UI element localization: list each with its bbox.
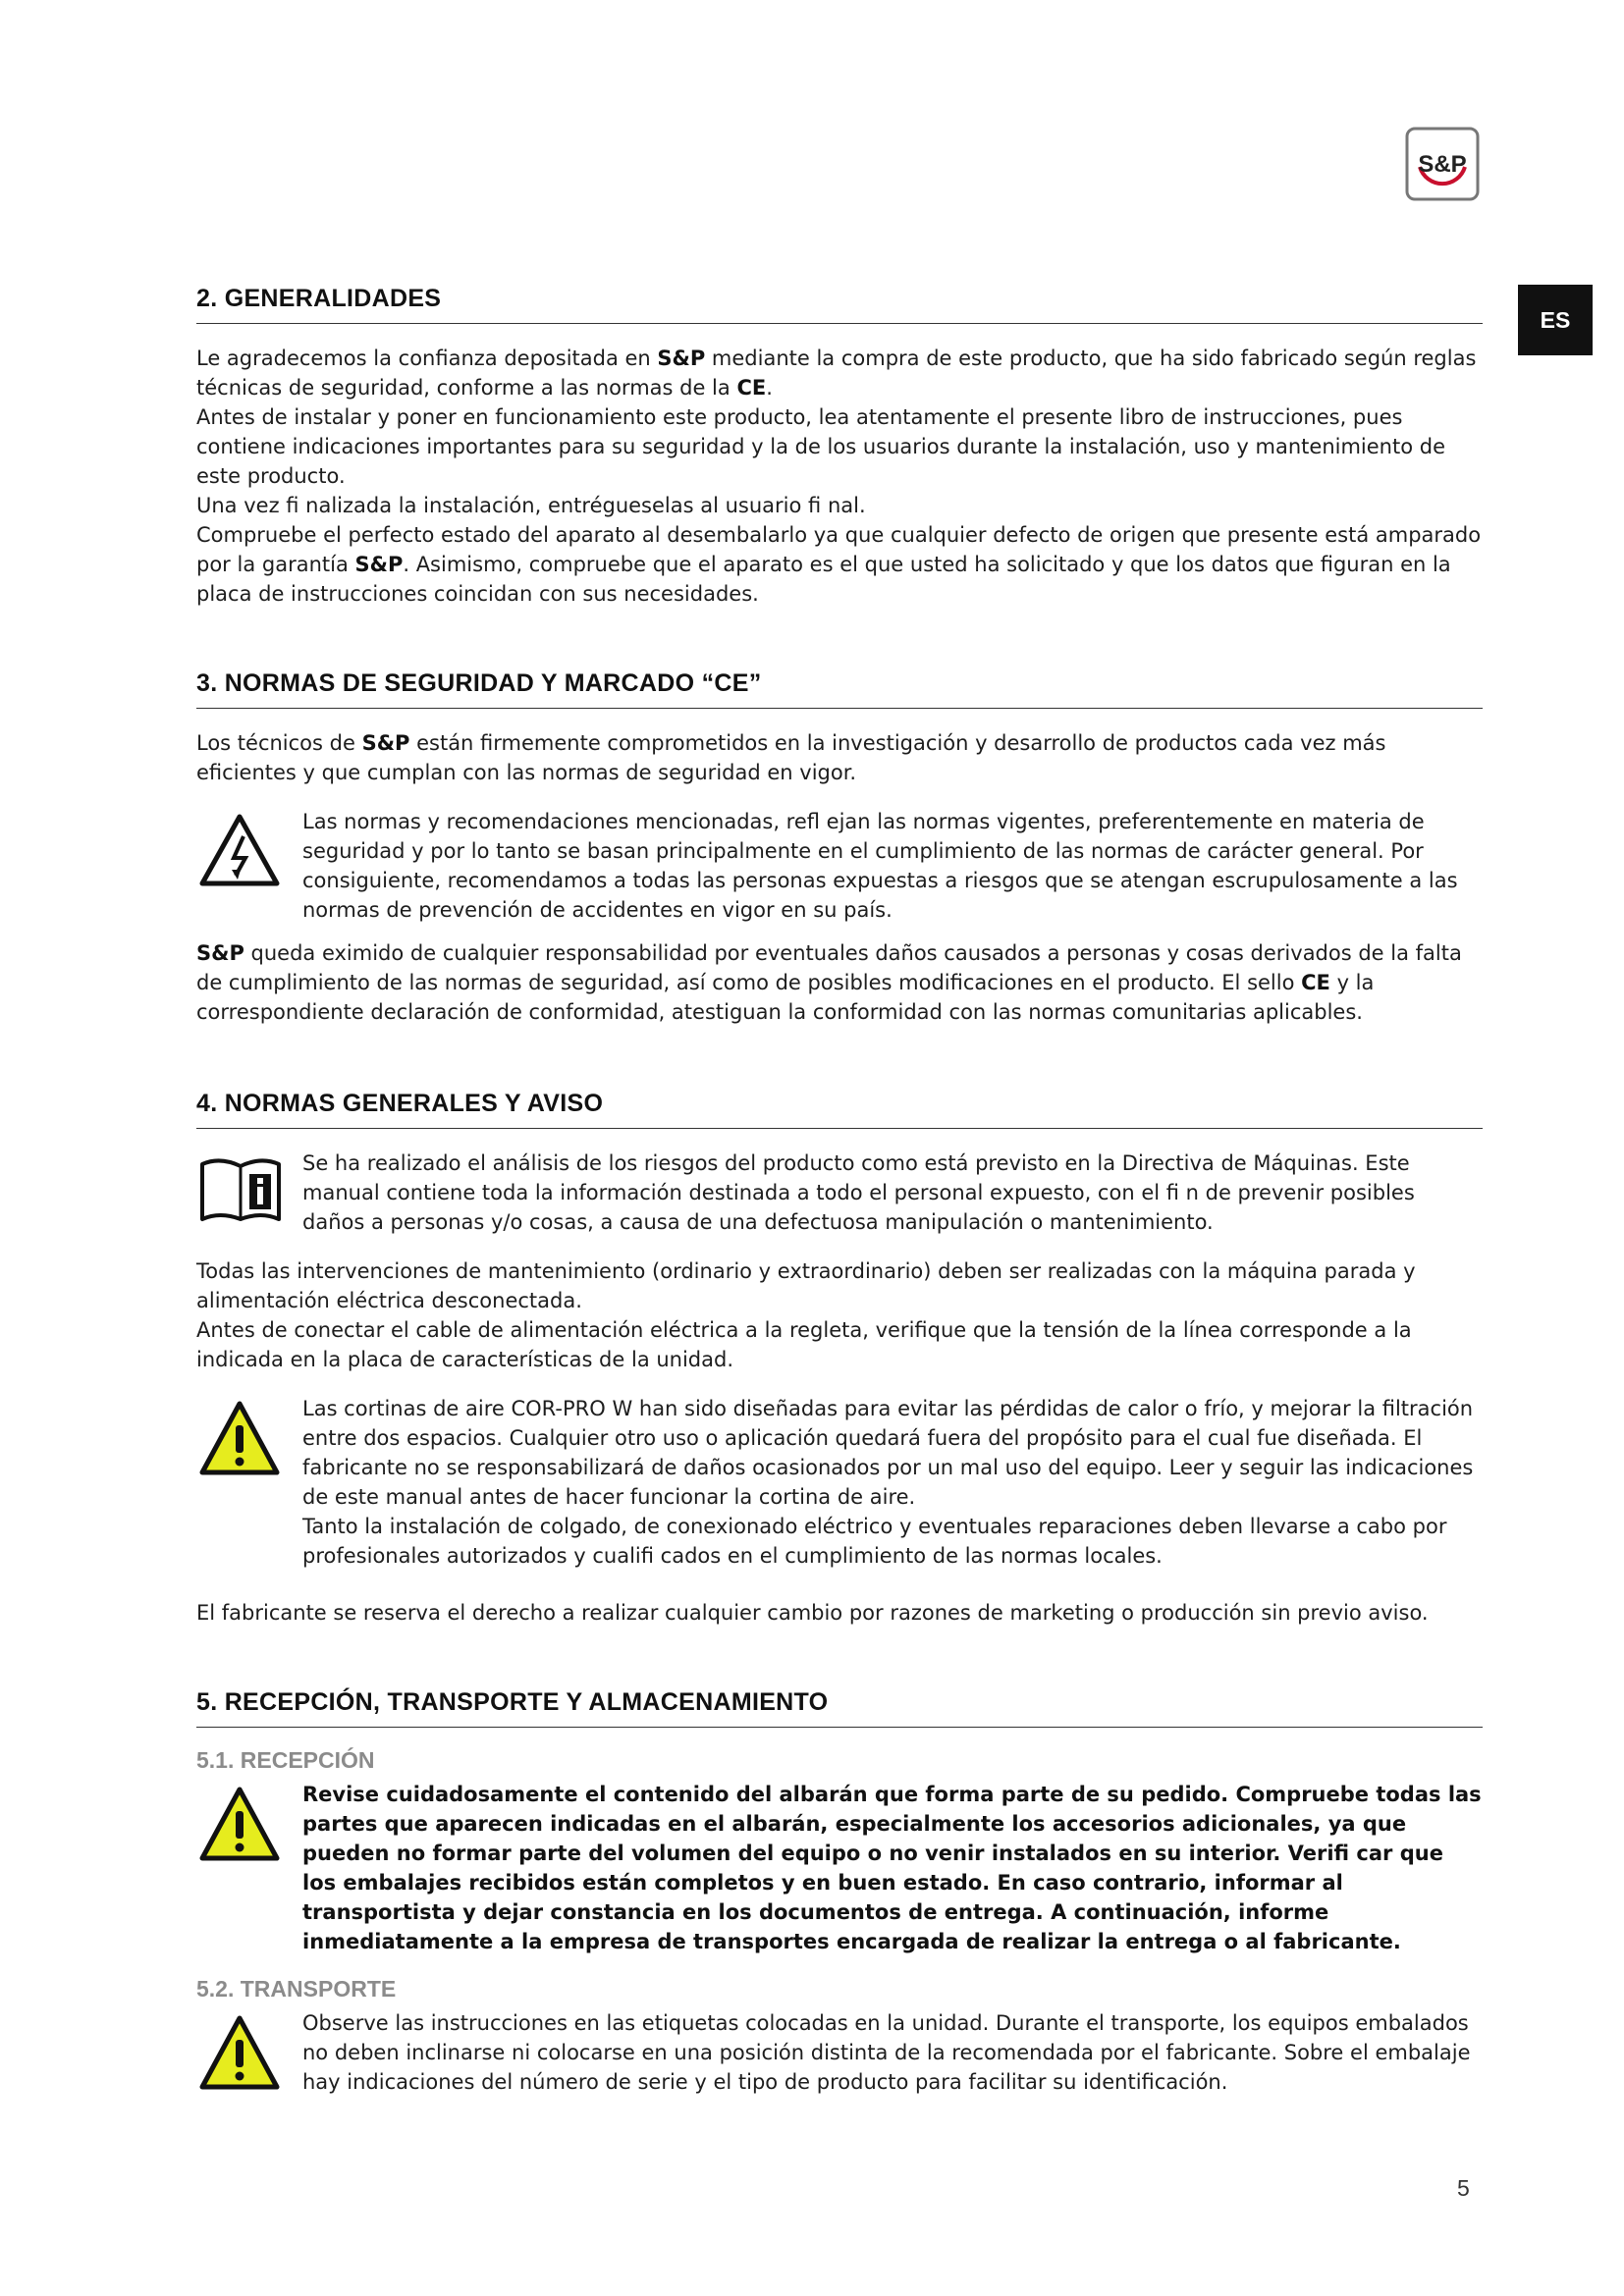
paragraph: El fabricante se reserva el derecho a realizar cualquier cambio por razones de marketing o producción sin previo aviso. [196, 1601, 1429, 1625]
subsection-title: 5.1. RECEPCIÓN [196, 1747, 375, 1773]
paragraph: Compruebe el perfecto estado del aparato al desembalarlo ya que cualquier defecto de origen que presente está amparado por la garantía S&P. Asimismo, compruebe que el aparato es el que usted ha solicitado y que los datos que figuran en la placa de instrucciones coincidan con sus necesidades. [196, 523, 1482, 606]
reception-block [196, 1780, 1483, 1956]
warning-icon [198, 1786, 281, 1866]
section-title: 3. NORMAS DE SEGURIDAD Y MARCADO “CE” [196, 669, 1483, 709]
caution-text: Tanto la instalación de colgado, de conexionado eléctrico y eventuales reparaciones deben llevarse a cabo por profesionales autorizados y cualifi cados en el cumplimiento de las normas locales. [302, 1515, 1447, 1568]
section-generalidades [196, 285, 1483, 609]
section-normas-generales [196, 1090, 1483, 1628]
language-tab: ES [1518, 285, 1593, 355]
subsection-title: 5.2. TRANSPORTE [196, 1976, 397, 2002]
paragraph: Los técnicos de S&P están firmemente comprometidos en la investigación y desarrollo de productos cada vez más eficientes y que cumplan con las normas de seguridad en vigor. [196, 731, 1386, 784]
section-recepcion-transporte [196, 1688, 1483, 2097]
warning-icon [198, 2014, 281, 2095]
page-number: 5 [1457, 2175, 1470, 2201]
transport-block [196, 2008, 1483, 2097]
electrical-hazard-icon [198, 813, 281, 891]
caution-block [196, 1394, 1483, 1571]
transport-text: Observe las instrucciones en las etiquetas colocadas en la unidad. Durante el transporte, los equipos embalados no deben inclinarse ni colocarse en una posición distinta de la recomendada por el fabricante. Sobre el embalaje hay indicaciones del número de serie y el tipo de producto para facilitar su identificación. [302, 2011, 1471, 2094]
paragraph: S&P queda eximido de cualquier responsabilidad por eventuales daños causados a personas y cosas derivados de la falta de cumplimiento de las normas de seguridad, así como de posibles modificaciones en el producto. El sello CE y la correspondiente declaración de conformidad, atestiguan la conformidad con las normas comunitarias aplicables. [196, 941, 1462, 1024]
paragraph: Antes de conectar el cable de alimentación eléctrica a la regleta, verifique que la tensión de la línea corresponde a la indicada en la placa de características de la unidad. [196, 1318, 1412, 1371]
paragraph: Antes de instalar y poner en funcionamiento este producto, lea atentamente el presente libro de instrucciones, pues contiene indicaciones importantes para su seguridad y la de los usuarios durante la instalación, uso y mantenimiento de este producto. [196, 405, 1445, 488]
paragraph: Una vez fi nalizada la instalación, entrégueselas al usuario fi nal. [196, 494, 866, 517]
info-text: Se ha realizado el análisis de los riesgos del producto como está previsto en la Directiva de Máquinas. Este manual contiene toda la información destinada a todo el personal expuesto, con el fi n de prevenir posibles daños a personas y/o cosas, a causa de una defectuosa manipulación o mantenimiento. [302, 1151, 1415, 1234]
section-title: 2. GENERALIDADES [196, 285, 1483, 324]
manual-info-icon [198, 1154, 281, 1229]
reception-text: Revise cuidadosamente el contenido del albarán que forma parte de su pedido. Compruebe todas las partes que aparecen indicadas en el albarán, especialmente los accesorios adicionales, ya que pueden no formar parte del volumen del equipo o no venir instalados en su interior. Verifi car que los embalajes recibidos están completos y en buen estado. En caso contrario, informar al transportista y dejar constancia en los documentos de entrega. A continuación, informe inmediatamente a la empresa de transportes encargada de realizar la entrega o al fabricante. [302, 1783, 1482, 1953]
section-title: 4. NORMAS GENERALES Y AVISO [196, 1090, 1483, 1129]
electrical-warning-block [196, 807, 1483, 925]
logo-text: S&P [1418, 151, 1467, 178]
section-normas-seguridad [196, 669, 1483, 1027]
sp-logo [1404, 126, 1481, 202]
warning-text: Las normas y recomendaciones mencionadas, refl ejan las normas vigentes, preferentemente en materia de seguridad y por lo tanto se basan principalmente en el cumplimiento de las normas de carácter general. Por consiguiente, recomendamos a todas las personas expuestas a riesgos que se atengan escrupulosamente a las normas de prevención de accidentes en vigor en su país. [302, 810, 1458, 922]
paragraph: Le agradecemos la confianza depositada en S&P mediante la compra de este producto, que ha sido fabricado según reglas técnicas de seguridad, conforme a las normas de la CE. [196, 347, 1477, 400]
warning-icon [198, 1400, 281, 1480]
paragraph: Todas las intervenciones de mantenimiento (ordinario y extraordinario) deben ser realizadas con la máquina parada y alimentación eléctrica desconectada. [196, 1259, 1416, 1312]
caution-text: Las cortinas de aire COR-PRO W han sido diseñadas para evitar las pérdidas de calor o frío, y mejorar la filtración entre dos espacios. Cualquier otro uso o aplicación quedará fuera del propósito para el cual fue diseñada. El fabricante no se responsabilizará de daños ocasionados por un mal uso del equipo. Leer y seguir las indicaciones de este manual antes de hacer funcionar la cortina de aire. [302, 1397, 1474, 1509]
manual-info-block [196, 1148, 1483, 1237]
section-title: 5. RECEPCIÓN, TRANSPORTE Y ALMACENAMIENTO [196, 1688, 1483, 1728]
